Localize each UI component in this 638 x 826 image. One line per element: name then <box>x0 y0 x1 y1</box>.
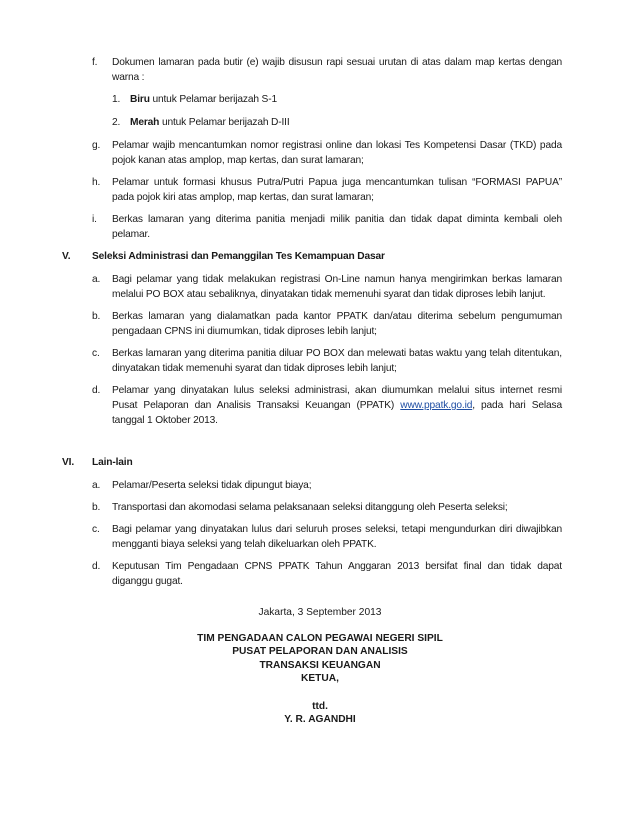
item-marker: 1. <box>112 94 121 105</box>
item-text: Keputusan Tim Pengadaan CPNS PPATK Tahun Anggaran 2013 bersifat final dan tidak dapat diganggu gugat. <box>112 561 562 587</box>
signatory-name: Y. R. AGANDHI <box>284 714 356 725</box>
list-item-v-c <box>62 346 562 376</box>
signature-ttd: ttd. <box>312 700 328 712</box>
list-item-v-b <box>62 309 562 339</box>
item-text: Bagi pelamar yang dinyatakan lulus dari seluruh proses seleksi, tetapi mengundurkan diri diwajibkan mengganti biaya seleksi yang telah dikeluarkan oleh PPATK. <box>112 524 562 550</box>
list-item-vi-c <box>62 522 562 552</box>
list-item-vi-d <box>62 559 562 589</box>
color-name: Biru <box>130 94 150 105</box>
section-heading-vi <box>62 455 562 470</box>
color-desc: untuk Pelamar berijazah S-1 <box>149 94 277 105</box>
item-marker: a. <box>92 274 101 285</box>
section-marker: VI. <box>62 457 75 468</box>
item-marker: b. <box>92 311 101 322</box>
item-marker: c. <box>92 524 100 535</box>
item-text-tail: , pada hari Selasa tanggal 1 Oktober 2013. <box>112 400 562 426</box>
list-item-f <box>62 55 562 85</box>
item-text: Berkas lamaran yang diterima panitia menjadi milik panitia dan tidak dapat diminta kembali oleh pelamar. <box>112 214 562 240</box>
list-item-v-d <box>62 383 562 428</box>
item-text: Berkas lamaran yang dialamatkan pada kantor PPATK dan/atau diterima sebelum pengumuman pengadaan CPNS ini diumumkan, tidak diproses lebih lanjut; <box>112 311 562 337</box>
ppatk-website-link[interactable]: www.ppatk.go.id <box>400 400 473 411</box>
section-heading-v <box>62 249 562 264</box>
item-text: Pelamar yang dinyatakan lulus seleksi administrasi, akan diumumkan melalui situs internet resmi Pusat Pelaporan dan Analisis Transaksi Keuangan (PPATK) <box>112 385 562 411</box>
list-item-h <box>62 175 562 205</box>
item-text: Bagi pelamar yang tidak melakukan registrasi On-Line namun hanya mengirimkan berkas lamaran melalui PO BOX atau sebaliknya, dinyatakan tidak memenuhi syarat dan tidak diproses lebih lanjut. <box>112 274 562 300</box>
item-marker: a. <box>92 480 101 491</box>
signatory-role: KETUA, <box>301 673 339 684</box>
section-title: Seleksi Administrasi dan Pemanggilan Tes Kemampuan Dasar <box>92 251 385 262</box>
item-text: Pelamar wajib mencantumkan nomor registrasi online dan lokasi Tes Kompetensi Dasar (TKD) pada pojok kanan atas amplop, map kertas, dan surat lamaran; <box>112 140 562 166</box>
item-marker: g. <box>92 140 101 151</box>
list-item-v-a <box>62 272 562 302</box>
color-desc: untuk Pelamar berijazah D-III <box>159 117 290 128</box>
document-body <box>62 55 562 596</box>
item-marker: d. <box>92 385 101 396</box>
item-marker: b. <box>92 502 101 513</box>
item-marker: 2. <box>112 117 121 128</box>
section-spacer <box>62 435 562 453</box>
item-text: Berkas lamaran yang diterima panitia diluar PO BOX dan melewati batas waktu yang telah ditentukan, dinyatakan tidak memenuhi syarat dan tidak diproses lebih lanjut; <box>112 348 562 374</box>
place-date: Jakarta, 3 September 2013 <box>258 607 382 618</box>
color-item-biru <box>62 92 562 107</box>
item-marker: c. <box>92 348 100 359</box>
section-title: Lain-lain <box>92 457 133 468</box>
list-item-g <box>62 138 562 168</box>
item-marker: d. <box>92 561 101 572</box>
color-name: Merah <box>130 117 160 128</box>
item-marker: i. <box>92 214 97 225</box>
item-text: Pelamar/Peserta seleksi tidak dipungut biaya; <box>112 480 312 491</box>
org-line-2: PUSAT PELAPORAN DAN ANALISIS <box>232 646 408 657</box>
item-text: Dokumen lamaran pada butir (e) wajib disusun rapi sesuai urutan di atas dalam map kertas dengan warna : <box>112 57 562 83</box>
list-item-vi-a <box>62 478 562 493</box>
list-item-vi-b <box>62 500 562 515</box>
org-line-3: TRANSAKSI KEUANGAN <box>259 659 381 671</box>
item-text: Pelamar untuk formasi khusus Putra/Putri Papua juga mencantumkan tulisan “FORMASI PAPUA” pada pojok kiri atas amplop, map kertas, dan surat lamaran; <box>112 177 562 203</box>
org-line-1: TIM PENGADAAN CALON PEGAWAI NEGERI SIPIL <box>197 632 443 644</box>
item-marker: f. <box>92 57 98 68</box>
section-marker: V. <box>62 251 71 262</box>
signature-block <box>195 606 445 727</box>
item-marker: h. <box>92 177 101 188</box>
color-item-merah <box>62 115 562 130</box>
item-text: Transportasi dan akomodasi selama pelaksanaan seleksi ditanggung oleh Peserta seleksi; <box>112 502 508 513</box>
list-item-i <box>62 212 562 242</box>
